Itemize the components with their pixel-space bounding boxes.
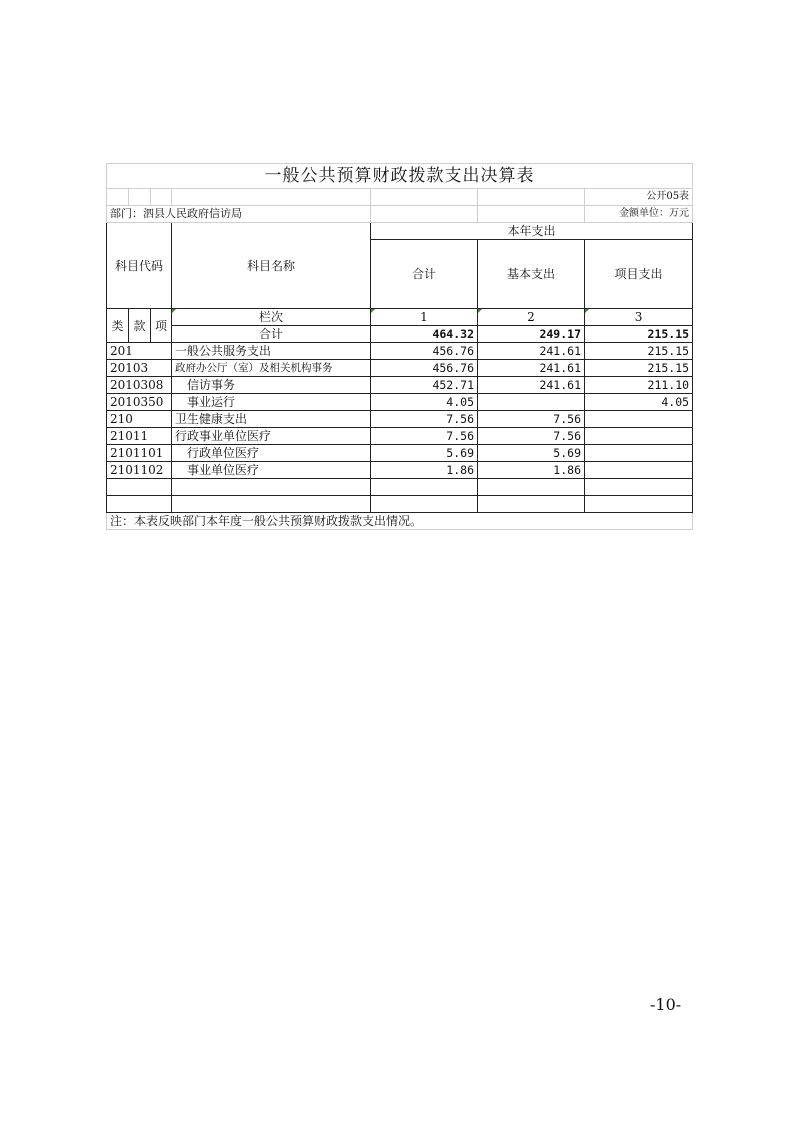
unit-label: 金额单位：万元	[585, 206, 693, 223]
kuan-header: 款	[129, 309, 151, 343]
col-3-index: 3	[585, 309, 693, 326]
row-basic: 7.56	[478, 411, 585, 428]
row-name: 事业单位医疗	[172, 462, 371, 479]
sum-project: 215.15	[585, 326, 693, 343]
table-title: 一般公共预算财政拨款支出决算表	[107, 164, 693, 189]
row-total: 5.69	[371, 445, 478, 462]
data-rows	[107, 343, 693, 479]
row-project: 215.15	[585, 360, 693, 377]
row-name: 政府办公厅（室）及相关机构事务	[172, 360, 371, 377]
row-project	[585, 428, 693, 445]
row-name: 信访事务	[172, 377, 371, 394]
row-name: 卫生健康支出	[172, 411, 371, 428]
row-basic: 241.61	[478, 360, 585, 377]
row-project	[585, 462, 693, 479]
row-project	[585, 445, 693, 462]
row-name: 一般公共服务支出	[172, 343, 371, 360]
basic-header: 基本支出	[478, 240, 585, 309]
row-project: 211.10	[585, 377, 693, 394]
row-basic: 1.86	[478, 462, 585, 479]
row-code: 2101101	[107, 445, 172, 462]
row-total: 452.71	[371, 377, 478, 394]
table-row	[107, 445, 693, 462]
project-header: 项目支出	[585, 240, 693, 309]
sum-label: 合计	[172, 326, 371, 343]
budget-sheet	[106, 163, 692, 530]
subject-code-header: 科目代码	[107, 223, 172, 309]
row-basic: 5.69	[478, 445, 585, 462]
current-year-header: 本年支出	[371, 223, 693, 240]
row-basic: 7.56	[478, 428, 585, 445]
row-name: 行政事业单位医疗	[172, 428, 371, 445]
row-code: 2010350	[107, 394, 172, 411]
xiang-header: 项	[151, 309, 172, 343]
row-total: 7.56	[371, 411, 478, 428]
row-total: 4.05	[371, 394, 478, 411]
row-total: 1.86	[371, 462, 478, 479]
row-name: 事业运行	[172, 394, 371, 411]
row-basic	[478, 394, 585, 411]
row-code: 2101102	[107, 462, 172, 479]
page-number: -10-	[650, 995, 682, 1014]
table-row	[107, 343, 693, 360]
row-code: 2010308	[107, 377, 172, 394]
table-row	[107, 462, 693, 479]
row-total: 456.76	[371, 343, 478, 360]
row-code: 201	[107, 343, 172, 360]
row-project	[585, 411, 693, 428]
row-name: 行政单位医疗	[172, 445, 371, 462]
col-1-index: 1	[371, 309, 478, 326]
table-row	[107, 377, 693, 394]
sum-total: 464.32	[371, 326, 478, 343]
form-number: 公开05表	[585, 189, 693, 206]
row-basic: 241.61	[478, 377, 585, 394]
col-2-index: 2	[478, 309, 585, 326]
row-total: 456.76	[371, 360, 478, 377]
row-project: 4.05	[585, 394, 693, 411]
sum-basic: 249.17	[478, 326, 585, 343]
lei-header: 类	[107, 309, 129, 343]
row-code: 210	[107, 411, 172, 428]
row-basic: 241.61	[478, 343, 585, 360]
table-row	[107, 360, 693, 377]
row-total: 7.56	[371, 428, 478, 445]
table-row	[107, 394, 693, 411]
total-header: 合计	[371, 240, 478, 309]
row-code: 20103	[107, 360, 172, 377]
table-row	[107, 411, 693, 428]
department-label: 部门：泗县人民政府信访局	[107, 206, 371, 223]
row-project: 215.15	[585, 343, 693, 360]
lanci-header: 栏次	[172, 309, 371, 326]
table-note: 注：本表反映部门本年度一般公共预算财政拨款支出情况。	[107, 513, 693, 530]
table-row	[107, 428, 693, 445]
subject-name-header: 科目名称	[172, 223, 371, 309]
row-code: 21011	[107, 428, 172, 445]
expenditure-table	[106, 163, 693, 530]
